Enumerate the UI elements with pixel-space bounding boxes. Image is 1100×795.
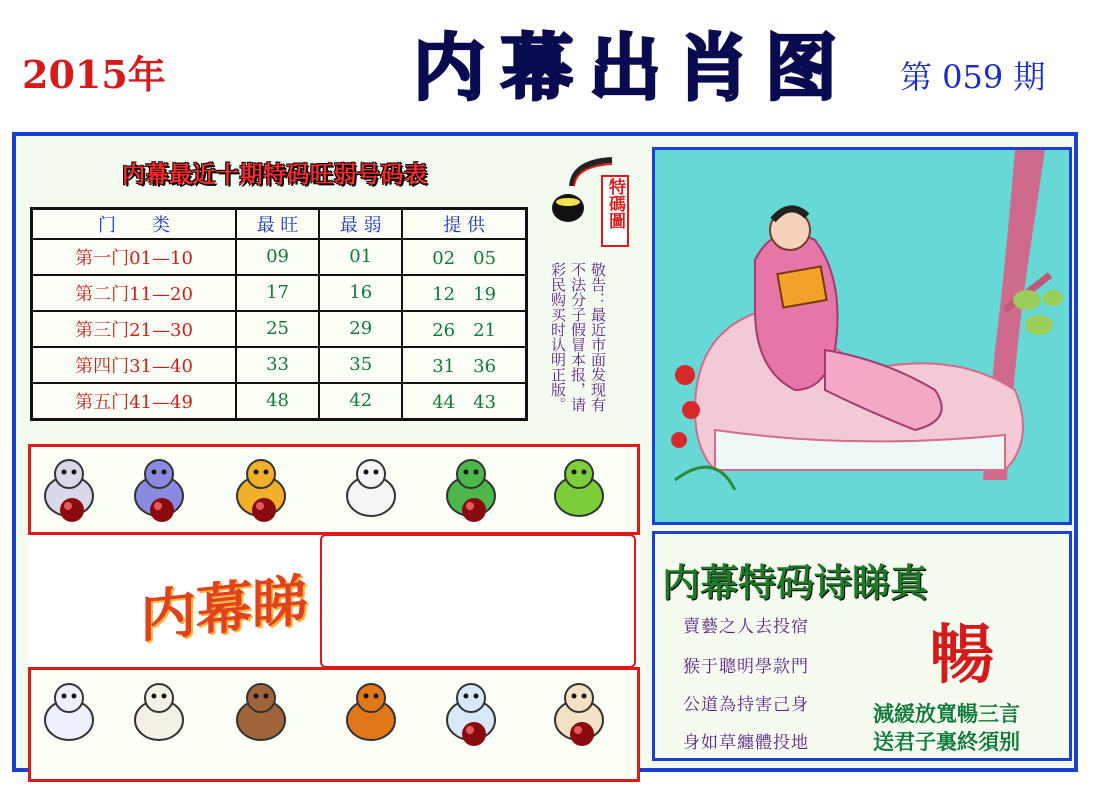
table-cell-max: 25 [236, 311, 319, 347]
rabbit-icon [336, 452, 406, 524]
table-cell-max: 33 [236, 347, 319, 383]
tiger-icon [226, 452, 296, 524]
table-cell-give: 31 36 [402, 347, 526, 383]
table-header-row [32, 209, 527, 240]
table-row [32, 275, 527, 311]
couplet-line: 減緩放寬暢三言 [873, 701, 1020, 726]
monkey-icon [226, 676, 296, 748]
table-cell-max: 09 [236, 239, 319, 275]
logo-char: 肖 [676, 26, 749, 110]
table-cell-min: 35 [319, 347, 402, 383]
rat-icon [34, 452, 104, 524]
column-header: 最 旺 [236, 209, 319, 240]
horse-icon [34, 676, 104, 748]
badge-text: 特碼圖 [605, 178, 625, 229]
ox-icon [124, 452, 194, 524]
poem-line: 公道為持害己身 [683, 695, 809, 715]
logo-char: 出 [588, 26, 661, 110]
logo-char: 内 [412, 26, 485, 110]
table-cell-cat: 第一门01—10 [32, 239, 237, 275]
table-cell-cat: 第三门21—30 [32, 311, 237, 347]
poem-line: 賣藝之人去投宿 [683, 617, 809, 637]
logo-char: 图 [764, 26, 837, 110]
illustration [652, 147, 1072, 525]
table-cell-give: 12 19 [402, 275, 526, 311]
table-cell-cat: 第二门11—20 [32, 275, 237, 311]
table-cell-cat: 第四门31—40 [32, 347, 237, 383]
poem-line: 猴于聰明學款門 [683, 657, 809, 677]
poem-title: 内幕特码诗睇真 [662, 560, 929, 605]
table-row [32, 383, 527, 420]
column-header: 提 供 [402, 209, 526, 240]
logo [405, 28, 845, 112]
dog-icon [436, 676, 506, 748]
table-cell-min: 16 [319, 275, 402, 311]
notice-text: 敬告：最近市面发现有不法分子假冒本报，请彩民购买时认明正版。 [549, 262, 607, 412]
issue-number: 第 059 期 [900, 58, 1046, 96]
table-cell-min: 29 [319, 311, 402, 347]
table-cell-give: 02 05 [402, 239, 526, 275]
year-label: 2015年 [22, 52, 166, 97]
zodiac-title: 内幕睇 [140, 567, 308, 651]
table-row [32, 311, 527, 347]
table-cell-give: 44 43 [402, 383, 526, 420]
poem-big-char: 暢 [930, 618, 994, 693]
table-cell-min: 42 [319, 383, 402, 420]
column-header: 最 弱 [319, 209, 402, 240]
blank-box [320, 534, 636, 668]
tema-badge [550, 156, 630, 248]
table-cell-max: 48 [236, 383, 319, 420]
table-cell-max: 17 [236, 275, 319, 311]
table-cell-min: 01 [319, 239, 402, 275]
poem-line: 身如草纏體投地 [683, 733, 809, 753]
logo-char: 幕 [500, 26, 573, 110]
snake-icon [544, 452, 614, 524]
table-cell-cat: 第五门41—49 [32, 383, 237, 420]
rooster-icon [336, 676, 406, 748]
table-title: 内幕最近十期特码旺弱号码表 [122, 162, 428, 188]
numbers-table [30, 207, 528, 421]
couplet-line: 送君子裏終須别 [873, 729, 1020, 754]
table-row [32, 239, 527, 275]
table-row [32, 347, 527, 383]
table-cell-give: 26 21 [402, 311, 526, 347]
goat-icon [124, 676, 194, 748]
pig-icon [544, 676, 614, 748]
dragon-icon [436, 452, 506, 524]
column-header: 门 类 [32, 209, 237, 240]
